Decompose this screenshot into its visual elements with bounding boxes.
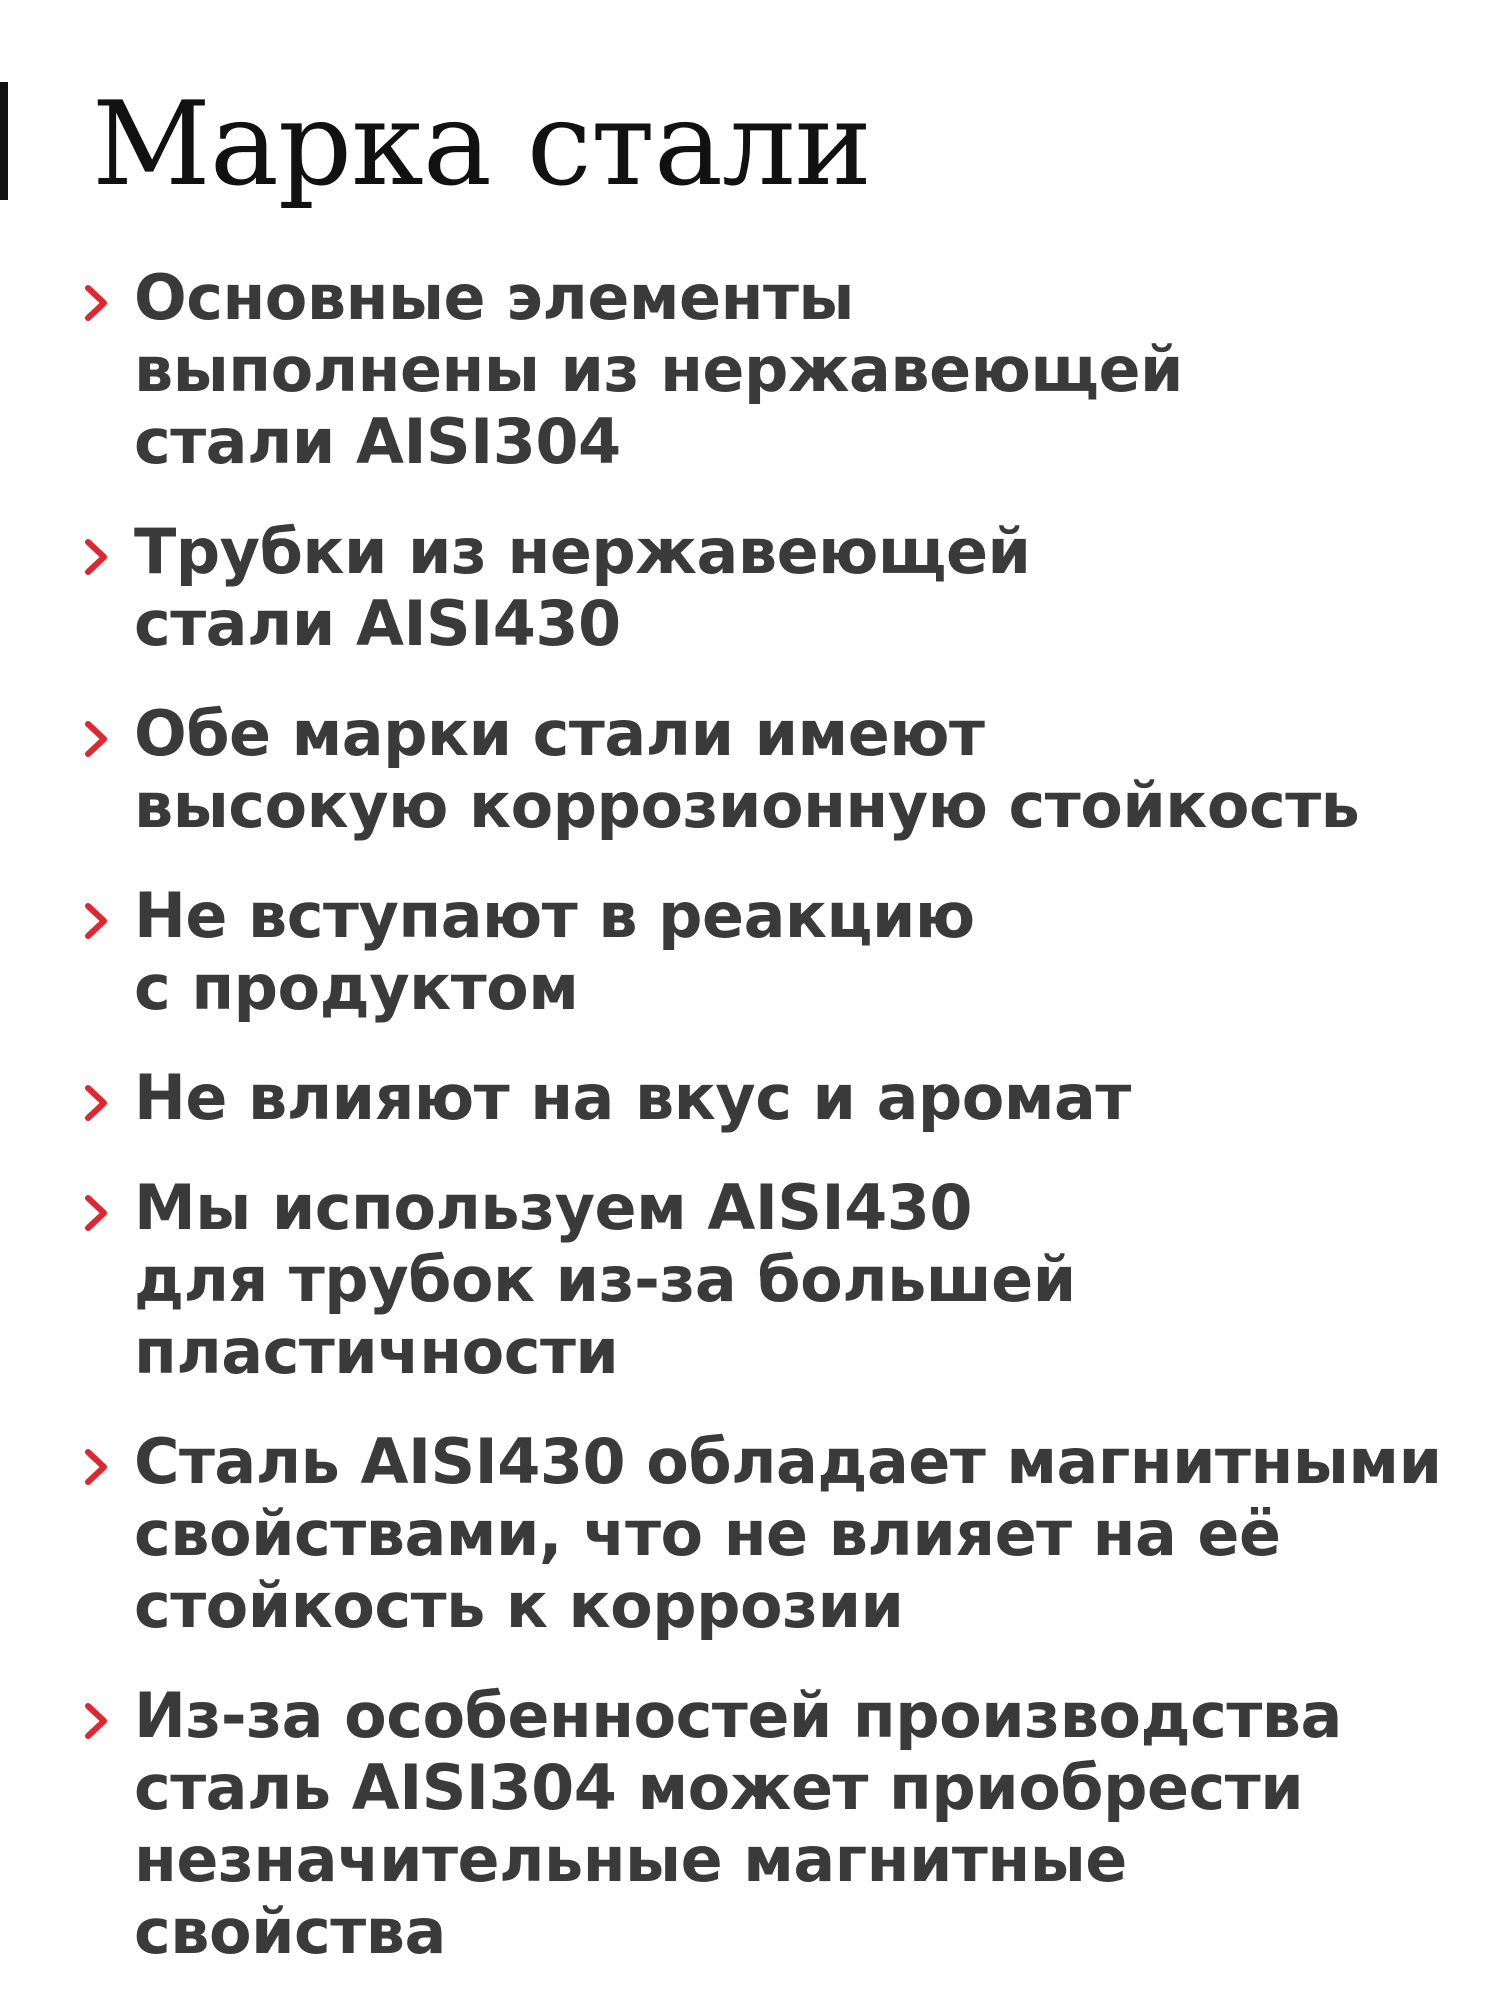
list-item-text: Обе марки стали имеют высокую коррозионную стойкость	[134, 697, 1360, 842]
list-item-text: Не влияют на вкус и аромат	[134, 1061, 1131, 1134]
list-item-text: Сталь AISI430 обладает магнитными свойствами, что не влияет на её стойкость к коррозии	[134, 1425, 1442, 1642]
chevron-right-icon	[78, 1194, 116, 1232]
chevron-right-icon	[78, 1084, 116, 1122]
list-item	[78, 1426, 1478, 1642]
list-item-text: Мы используем AISI430 для трубок из-за большей пластичности	[134, 1171, 1076, 1388]
page-title: Марка стали	[92, 77, 872, 212]
list-item	[78, 698, 1478, 842]
list-item	[78, 880, 1478, 1024]
list-item-text: Трубки из нержавеющей стали AISI430	[134, 515, 1031, 660]
title-accent-bar	[0, 82, 8, 200]
chevron-right-icon	[78, 902, 116, 940]
chevron-right-icon	[78, 720, 116, 758]
list-item	[78, 516, 1478, 660]
list-item	[78, 1062, 1478, 1134]
chevron-right-icon	[78, 284, 116, 322]
list-item	[78, 262, 1478, 478]
chevron-right-icon	[78, 538, 116, 576]
list-item	[78, 1680, 1478, 1968]
list-item-text: Не вступают в реакцию с продуктом	[134, 879, 975, 1024]
list-item	[78, 1172, 1478, 1388]
list-item-text: Из-за особенностей производства сталь AISI304 может приобрести незначительные магнитные свойства	[134, 1679, 1342, 1968]
chevron-right-icon	[78, 1448, 116, 1486]
bullet-list	[78, 262, 1478, 2006]
chevron-right-icon	[78, 1702, 116, 1740]
list-item-text: Основные элементы выполнены из нержавеющей стали AISI304	[134, 261, 1183, 478]
